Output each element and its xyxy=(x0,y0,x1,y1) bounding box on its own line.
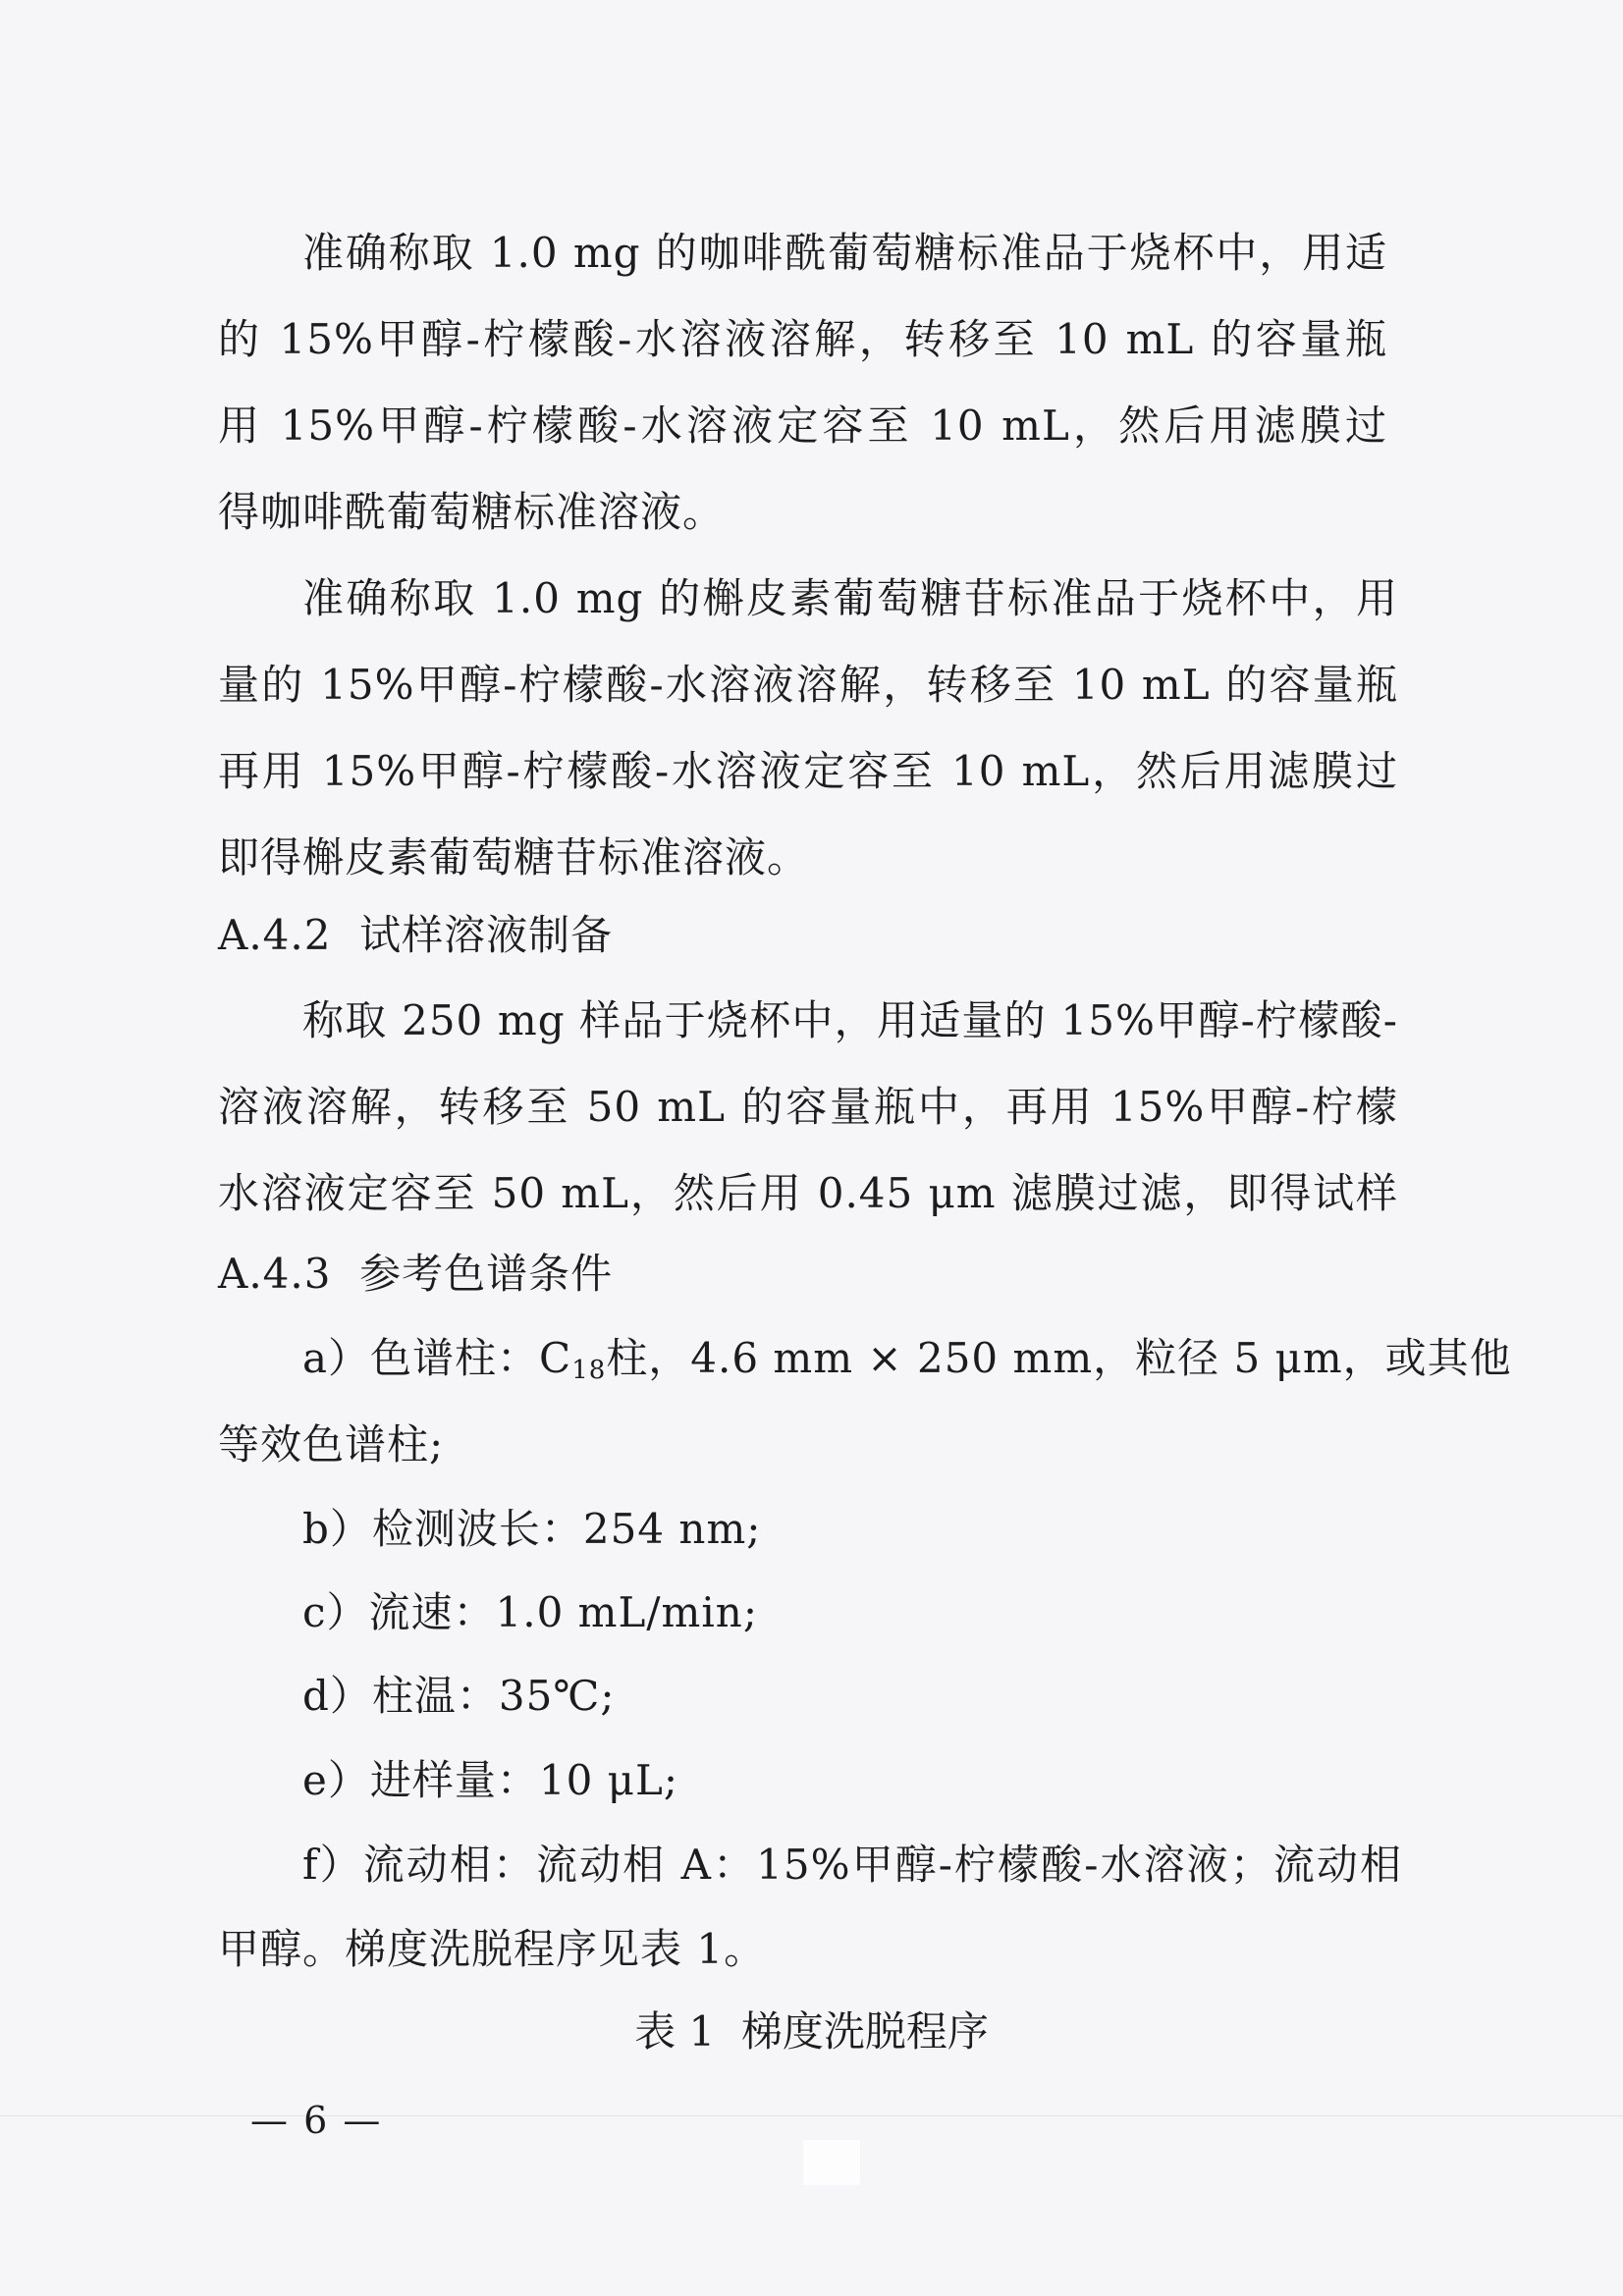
paragraph-2-line-3: 再用 15%甲醇-柠檬酸-水溶液定容至 10 mL，然后用滤膜过 xyxy=(218,747,1398,795)
paragraph-3-line-1: 称取 250 mg 样品于烧杯中，用适量的 15%甲醇-柠檬酸- xyxy=(302,996,1398,1044)
paragraph-1-line-3: 用 15%甲醇-柠檬酸-水溶液定容至 10 mL，然后用滤膜过 xyxy=(218,401,1387,450)
condition-item-a-suffix: 柱，4.6 mm × 250 mm，粒径 5 μm，或其他 xyxy=(606,1334,1512,1382)
paragraph-2-line-2: 量的 15%甲醇-柠檬酸-水溶液溶解，转移至 10 mL 的容量瓶 xyxy=(218,661,1398,709)
paragraph-3-line-2: 溶液溶解，转移至 50 mL 的容量瓶中，再用 15%甲醇-柠檬 xyxy=(218,1083,1398,1131)
condition-item-d: d）柱温：35℃; xyxy=(302,1672,616,1720)
condition-item-a-continuation: 等效色谱柱; xyxy=(218,1420,445,1468)
paragraph-1-line-1: 准确称取 1.0 mg 的咖啡酰葡萄糖标准品于烧杯中，用适 xyxy=(302,229,1387,277)
condition-item-f: f）流动相：流动相 A：15%甲醇-柠檬酸-水溶液；流动相 xyxy=(302,1841,1402,1889)
paragraph-1-line-2: 的 15%甲醇-柠檬酸-水溶液溶解，转移至 10 mL 的容量瓶 xyxy=(218,315,1387,363)
condition-item-a xyxy=(302,1331,1512,1398)
condition-item-a-subscript: 18 xyxy=(571,1356,607,1385)
page-number: — 6 — xyxy=(250,2099,383,2142)
paragraph-3-line-3: 水溶液定容至 50 mL，然后用 0.45 μm 滤膜过滤，即得试样 xyxy=(218,1169,1398,1217)
condition-item-a-prefix: a）色谱柱：C xyxy=(302,1334,572,1382)
section-heading-a43: A.4.3 参考色谱条件 xyxy=(218,1250,614,1298)
table-caption: 表 1 梯度洗脱程序 xyxy=(634,2007,989,2056)
condition-item-a-head xyxy=(302,1331,606,1398)
section-heading-a42: A.4.2 试样溶液制备 xyxy=(218,911,614,959)
paragraph-2-line-4: 即得槲皮素葡萄糖苷标准溶液。 xyxy=(218,833,810,881)
paragraph-2-line-1: 准确称取 1.0 mg 的槲皮素葡萄糖苷标准品于烧杯中，用 xyxy=(302,574,1398,622)
condition-item-f-continuation: 甲醇。梯度洗脱程序见表 1。 xyxy=(218,1925,767,1973)
condition-item-e: e）进样量：10 μL; xyxy=(302,1756,678,1804)
blank-patch xyxy=(803,2140,860,2185)
condition-item-c: c）流速：1.0 mL/min; xyxy=(302,1588,758,1636)
condition-item-b: b）检测波长：254 nm; xyxy=(302,1505,762,1553)
footer-divider xyxy=(0,2115,1623,2116)
paragraph-1-line-4: 得咖啡酰葡萄糖标准溶液。 xyxy=(218,488,726,536)
